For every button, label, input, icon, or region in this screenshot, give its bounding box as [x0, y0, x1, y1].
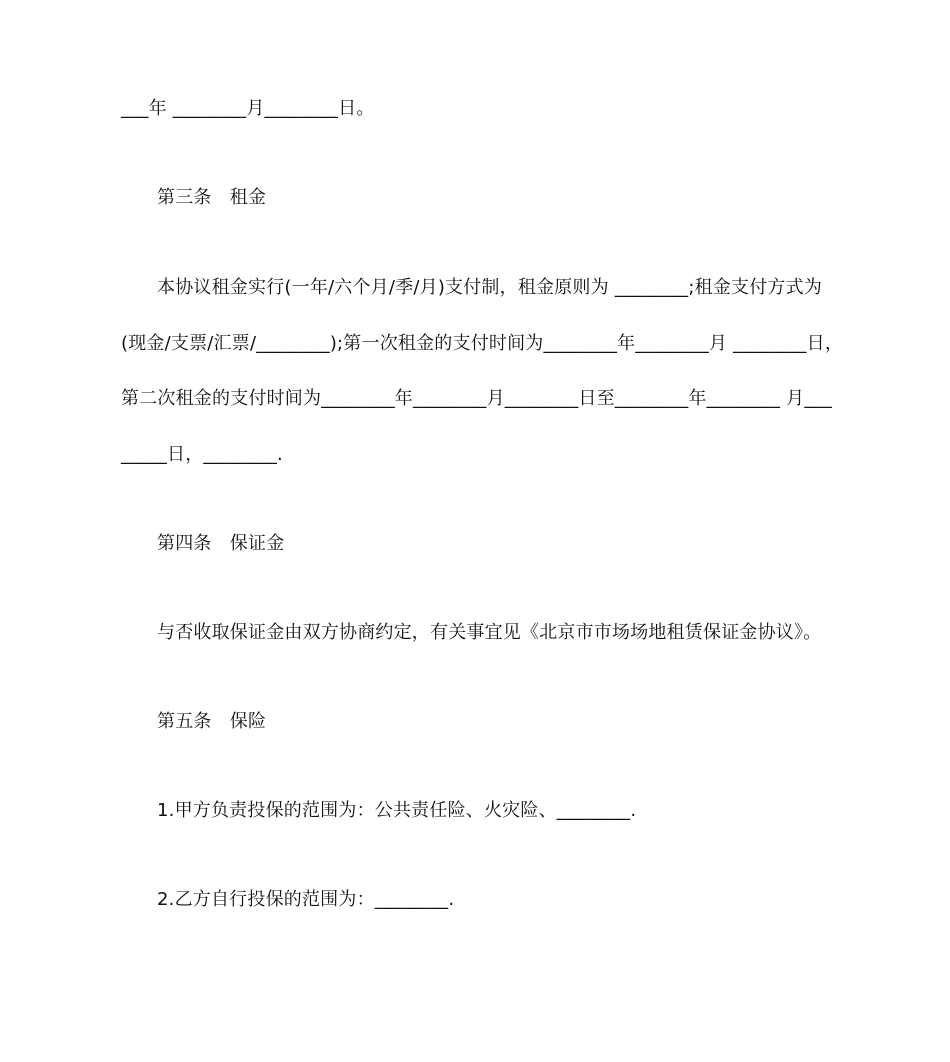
insurance-item-1: 1.甲方负责投保的范围为：公共责任险、火灾险、________.	[157, 800, 637, 821]
rent-paragraph-line-1: 本协议租金实行(一年/六个月/季/月)支付制，租金原则为 ________;租金支付方式为	[157, 277, 823, 298]
rent-paragraph-line-2: (现金/支票/汇票/________);第一次租金的支付时间为________年________月 ________日，	[121, 333, 844, 354]
article-5-heading: 第五条 保险	[157, 711, 267, 732]
rent-paragraph-line-4: _____日，________.	[121, 444, 283, 465]
deposit-paragraph: 与否收取保证金由双方协商约定，有关事宜见《北京市市场场地租赁保证金协议》。	[157, 622, 822, 643]
article-4-heading: 第四条 保证金	[157, 533, 285, 554]
article-3-heading: 第三条 租金	[157, 187, 267, 208]
rent-paragraph-line-3: 第二次租金的支付时间为________年________月________日至________年________ 月___	[121, 388, 832, 409]
date-continuation-line: ___年 ________月________日。	[121, 98, 375, 119]
insurance-item-2: 2.乙方自行投保的范围为：________.	[157, 889, 455, 910]
